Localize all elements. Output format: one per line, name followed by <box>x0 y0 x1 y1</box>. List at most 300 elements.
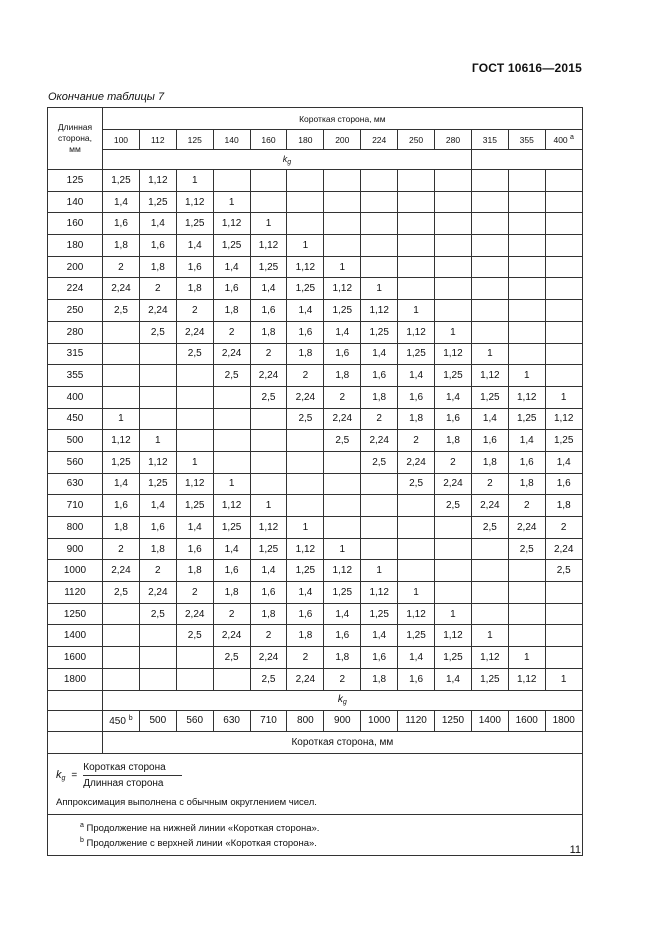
kg-value-cell: 2,5 <box>103 300 140 322</box>
table-row <box>48 408 583 430</box>
kg-value-cell: 2,24 <box>471 495 508 517</box>
kg-value-cell: 1 <box>213 191 250 213</box>
kg-value-cell <box>508 321 545 343</box>
kg-value-cell: 1,6 <box>213 278 250 300</box>
kg-value-cell <box>287 451 324 473</box>
bottom-short-side-value: 560 <box>186 715 204 726</box>
kg-value-cell: 2,5 <box>139 603 176 625</box>
kg-value-cell: 1,8 <box>361 386 398 408</box>
kg-value-cell: 1 <box>545 668 582 690</box>
kg-value-cell: 1,12 <box>287 538 324 560</box>
kg-value-cell <box>435 256 472 278</box>
kg-value-cell <box>324 473 361 495</box>
kg-value-cell: 2,24 <box>324 408 361 430</box>
kg-value-cell <box>324 213 361 235</box>
kg-value-cell: 2,24 <box>361 430 398 452</box>
kg-value-cell <box>398 170 435 192</box>
kg-value-cell: 1,25 <box>324 300 361 322</box>
kg-value-cell: 2,24 <box>287 386 324 408</box>
kg-value-cell: 2,5 <box>287 408 324 430</box>
bottom-short-side-header <box>508 710 545 731</box>
kg-value-cell: 1,4 <box>213 256 250 278</box>
kg-value-cell: 1 <box>176 170 213 192</box>
bottom-short-side-header <box>545 710 582 731</box>
kg-value-cell: 2 <box>213 603 250 625</box>
footnote <box>80 835 582 850</box>
kg-value-cell: 2,5 <box>213 647 250 669</box>
kg-value-cell <box>508 278 545 300</box>
kg-value-cell <box>361 213 398 235</box>
kg-value-cell: 1,6 <box>398 668 435 690</box>
kg-value-cell: 1,8 <box>250 603 287 625</box>
kg-value-cell <box>176 386 213 408</box>
footnotes-cell <box>48 814 583 855</box>
kg-value-cell <box>103 321 140 343</box>
kg-value-cell: 1 <box>287 235 324 257</box>
kg-value-cell: 1 <box>213 473 250 495</box>
table-row <box>48 647 583 669</box>
footer-row-kg <box>48 690 583 710</box>
kg-value-cell: 1,25 <box>176 213 213 235</box>
kg-value-cell <box>103 343 140 365</box>
bottom-short-side-header <box>398 710 435 731</box>
approximation-note: Аппроксимация выполнена с обычным округлением чисел. <box>56 796 317 808</box>
kg-value-cell: 2,5 <box>398 473 435 495</box>
kg-value-cell: 1,25 <box>361 603 398 625</box>
kg-value-cell <box>435 278 472 300</box>
kg-value-cell: 1,4 <box>103 191 140 213</box>
kg-value-cell: 1,6 <box>545 473 582 495</box>
kg-value-cell: 1,12 <box>324 278 361 300</box>
kg-value-cell: 2 <box>324 668 361 690</box>
bottom-short-side-value: 1250 <box>441 715 465 726</box>
kg-value-cell: 1,25 <box>361 321 398 343</box>
kg-value-cell: 2,5 <box>250 386 287 408</box>
kg-value-cell: 1,25 <box>250 538 287 560</box>
bottom-short-side-header <box>250 710 287 731</box>
kg-value-cell <box>103 386 140 408</box>
kg-formula <box>56 762 574 789</box>
footnote <box>80 820 582 835</box>
kg-value-cell: 1,12 <box>103 430 140 452</box>
kg-value-cell: 1,12 <box>324 560 361 582</box>
kg-value-cell <box>471 256 508 278</box>
short-side-header <box>471 130 508 150</box>
kg-value-cell: 1,25 <box>139 191 176 213</box>
kg-value-cell: 1 <box>398 300 435 322</box>
kg-value-cell: 1,25 <box>545 430 582 452</box>
formula-lhs-subscript: g <box>61 774 66 782</box>
table-row <box>48 668 583 690</box>
kg-value-cell <box>324 235 361 257</box>
kg-value-cell: 1,8 <box>250 321 287 343</box>
kg-value-cell: 2,5 <box>361 451 398 473</box>
formula-fraction <box>83 762 181 789</box>
kg-value-cell: 1,8 <box>176 560 213 582</box>
kg-value-cell: 2 <box>176 582 213 604</box>
kg-value-cell <box>139 625 176 647</box>
kg-value-cell <box>176 430 213 452</box>
kg-value-cell: 2 <box>287 647 324 669</box>
table-row <box>48 235 583 257</box>
kg-value-cell <box>545 365 582 387</box>
short-side-header <box>139 130 176 150</box>
kg-value-cell: 1 <box>508 647 545 669</box>
kg-value-cell <box>545 213 582 235</box>
short-side-value: 250 <box>408 134 424 145</box>
kg-value-cell: 1,12 <box>361 300 398 322</box>
footnote-mark-a: а <box>570 134 574 141</box>
header-row-kg <box>48 150 583 170</box>
kg-value-cell: 2,24 <box>213 343 250 365</box>
kg-value-cell: 1 <box>435 321 472 343</box>
formula-numerator: Короткая сторона <box>83 762 181 776</box>
kg-value-cell: 1,8 <box>287 343 324 365</box>
kg-value-cell: 1,8 <box>435 430 472 452</box>
kg-value-cell: 1,4 <box>435 386 472 408</box>
formula-lhs <box>56 769 65 782</box>
kg-value-cell <box>324 495 361 517</box>
footnote-mark: а <box>80 821 84 829</box>
bottom-short-side-value: 1120 <box>405 715 427 726</box>
kg-value-cell <box>545 343 582 365</box>
short-side-header <box>545 130 582 150</box>
footnote-text: Продолжение с верхней линии «Короткая сторона». <box>86 837 317 849</box>
kg-value-cell: 1,12 <box>508 386 545 408</box>
short-side-value: 140 <box>224 134 239 145</box>
kg-value-cell: 2,24 <box>176 321 213 343</box>
kg-value-cell: 1,4 <box>435 668 472 690</box>
bottom-short-side-value: 1400 <box>478 715 501 726</box>
kg-value-cell: 1,4 <box>250 560 287 582</box>
long-side-cell: 355 <box>48 365 103 387</box>
bottom-short-side-value: 630 <box>223 715 240 726</box>
short-side-title: Короткая сторона, мм <box>103 108 583 130</box>
kg-value-cell: 1,4 <box>324 321 361 343</box>
kg-value-cell: 1,4 <box>287 582 324 604</box>
kg-value-cell: 1,4 <box>176 517 213 539</box>
kg-value-cell <box>213 408 250 430</box>
kg-value-cell: 2,5 <box>213 365 250 387</box>
footnote-mark: b <box>80 836 84 844</box>
kg-value-cell <box>545 191 582 213</box>
kg-value-cell: 2,5 <box>471 517 508 539</box>
kg-value-cell: 1,4 <box>398 365 435 387</box>
kg-value-cell <box>435 560 472 582</box>
kg-value-cell <box>545 582 582 604</box>
kg-value-cell <box>508 256 545 278</box>
bottom-short-side-header <box>287 710 324 731</box>
bottom-short-side-header <box>176 710 213 731</box>
kg-value-cell <box>435 300 472 322</box>
formula-note-cell <box>48 753 583 814</box>
kg-value-cell: 1 <box>324 256 361 278</box>
kg-value-cell: 1,25 <box>103 451 140 473</box>
table-row <box>48 170 583 192</box>
kg-value-cell: 2,5 <box>176 625 213 647</box>
kg-value-cell: 1,25 <box>398 625 435 647</box>
kg-value-cell: 1,12 <box>287 256 324 278</box>
kg-value-cell <box>545 603 582 625</box>
kg-value-cell: 2,24 <box>139 582 176 604</box>
kg-value-cell <box>139 647 176 669</box>
short-side-value: 280 <box>445 134 461 145</box>
kg-value-cell <box>508 603 545 625</box>
kg-value-cell: 2 <box>545 517 582 539</box>
kg-value-cell: 1,8 <box>213 300 250 322</box>
kg-value-cell: 2 <box>435 451 472 473</box>
long-side-cell: 1600 <box>48 647 103 669</box>
kg-value-cell: 1,6 <box>139 235 176 257</box>
kg-value-cell: 2,5 <box>508 538 545 560</box>
corner-line-3: мм <box>69 144 81 154</box>
kg-value-cell: 1,4 <box>287 300 324 322</box>
kg-value-cell: 1,25 <box>435 647 472 669</box>
kg-value-cell <box>435 213 472 235</box>
table-row <box>48 603 583 625</box>
kg-value-cell <box>471 300 508 322</box>
kg-value-cell: 2,5 <box>435 495 472 517</box>
kg-value-cell: 1,4 <box>324 603 361 625</box>
table-row <box>48 300 583 322</box>
kg-value-cell: 1 <box>287 517 324 539</box>
kg-value-cell: 1,12 <box>250 517 287 539</box>
short-side-value: 112 <box>151 134 165 145</box>
kg-value-cell <box>471 560 508 582</box>
kg-value-cell: 1,4 <box>250 278 287 300</box>
bottom-short-side-header <box>324 710 361 731</box>
kg-value-cell <box>361 473 398 495</box>
footnotes-row <box>48 814 583 855</box>
kg-header <box>103 150 472 170</box>
short-side-value: 180 <box>298 134 313 145</box>
kg-value-cell <box>250 191 287 213</box>
bottom-short-side-header <box>471 710 508 731</box>
kg-subscript: g <box>287 158 292 166</box>
kg-value-cell: 1,8 <box>508 473 545 495</box>
formula-denominator: Длинная сторона <box>83 777 164 789</box>
kg-value-cell <box>361 495 398 517</box>
kg-value-cell: 2,24 <box>250 647 287 669</box>
kg-value-cell: 1,25 <box>435 365 472 387</box>
kg-value-cell: 1,6 <box>324 343 361 365</box>
kg-value-cell: 1,25 <box>398 343 435 365</box>
long-side-cell: 900 <box>48 538 103 560</box>
kg-value-cell: 2,24 <box>103 278 140 300</box>
kg-value-cell: 1,8 <box>176 278 213 300</box>
kg-value-cell: 1,12 <box>176 191 213 213</box>
kg-value-cell <box>545 278 582 300</box>
kg-value-cell <box>287 191 324 213</box>
kg-value-cell <box>545 170 582 192</box>
kg-value-cell <box>471 582 508 604</box>
kg-value-cell <box>103 625 140 647</box>
kg-value-cell: 1 <box>398 582 435 604</box>
kg-value-cell: 1 <box>250 213 287 235</box>
kg-value-cell <box>508 300 545 322</box>
long-side-cell: 1000 <box>48 560 103 582</box>
kg-value-cell <box>139 343 176 365</box>
kg-value-cell <box>324 191 361 213</box>
kg-value-cell <box>250 451 287 473</box>
kg-value-cell: 1,6 <box>287 603 324 625</box>
bottom-title: Короткая сторона, мм <box>103 731 583 753</box>
table-row <box>48 582 583 604</box>
header-row-title <box>48 108 583 130</box>
ratio-table <box>47 107 583 856</box>
table-row <box>48 365 583 387</box>
kg-value-cell: 2 <box>250 625 287 647</box>
kg-value-cell: 1,6 <box>361 365 398 387</box>
bottom-short-side-header <box>435 710 472 731</box>
footer-blank-cell <box>48 710 103 731</box>
kg-value-cell: 1 <box>324 538 361 560</box>
long-side-cell: 280 <box>48 321 103 343</box>
kg-value-cell: 1 <box>139 430 176 452</box>
kg-value-cell: 1,4 <box>471 408 508 430</box>
bottom-short-side-value: 1800 <box>552 715 575 726</box>
kg-value-cell <box>471 321 508 343</box>
kg-value-cell <box>139 668 176 690</box>
bottom-short-side-value: 900 <box>333 715 351 726</box>
kg-value-cell: 1,8 <box>139 256 176 278</box>
long-side-cell: 125 <box>48 170 103 192</box>
kg-value-cell <box>471 213 508 235</box>
table-row <box>48 213 583 235</box>
kg-value-cell: 1,8 <box>139 538 176 560</box>
kg-value-cell: 2,5 <box>139 321 176 343</box>
kg-value-cell: 1,6 <box>176 538 213 560</box>
kg-header-blank <box>471 150 582 170</box>
kg-value-cell: 1,25 <box>139 473 176 495</box>
kg-value-cell <box>103 668 140 690</box>
short-side-value: 125 <box>187 134 202 145</box>
long-side-cell: 315 <box>48 343 103 365</box>
kg-value-cell: 1,25 <box>176 495 213 517</box>
kg-value-cell <box>176 408 213 430</box>
corner-header <box>48 108 103 170</box>
kg-value-cell: 1,6 <box>287 321 324 343</box>
kg-value-cell <box>103 365 140 387</box>
bottom-short-side-value: 710 <box>260 715 277 726</box>
kg-value-cell <box>213 430 250 452</box>
table-row <box>48 191 583 213</box>
kg-value-cell: 1,6 <box>324 625 361 647</box>
kg-value-cell: 1,4 <box>361 343 398 365</box>
kg-value-cell <box>545 300 582 322</box>
note-row <box>48 753 583 814</box>
kg-value-cell <box>287 430 324 452</box>
table-row <box>48 386 583 408</box>
short-side-value: 100 <box>113 134 129 145</box>
kg-value-cell: 1,8 <box>324 647 361 669</box>
kg-value-cell: 1 <box>361 560 398 582</box>
kg-value-cell <box>361 235 398 257</box>
short-side-header <box>398 130 435 150</box>
kg-value-cell <box>508 560 545 582</box>
table-row <box>48 625 583 647</box>
short-side-value: 400 <box>553 135 568 145</box>
long-side-cell: 500 <box>48 430 103 452</box>
kg-value-cell: 1,25 <box>250 256 287 278</box>
kg-value-cell: 1 <box>250 495 287 517</box>
table-row <box>48 343 583 365</box>
kg-value-cell <box>508 343 545 365</box>
kg-value-cell <box>508 625 545 647</box>
short-side-value: 160 <box>261 134 276 145</box>
kg-value-cell: 1,25 <box>287 278 324 300</box>
short-side-header <box>250 130 287 150</box>
kg-value-cell: 1,4 <box>213 538 250 560</box>
kg-value-cell: 1,6 <box>176 256 213 278</box>
kg-value-cell <box>398 560 435 582</box>
kg-value-cell: 1,8 <box>103 517 140 539</box>
kg-value-cell: 2 <box>250 343 287 365</box>
kg-value-cell: 2,24 <box>398 451 435 473</box>
long-side-cell: 1250 <box>48 603 103 625</box>
table-row <box>48 451 583 473</box>
kg-value-cell: 1,25 <box>471 668 508 690</box>
kg-value-cell <box>398 517 435 539</box>
kg-value-cell <box>139 365 176 387</box>
kg-value-cell: 1 <box>508 365 545 387</box>
kg-value-cell: 1,25 <box>287 560 324 582</box>
kg-value-cell <box>324 517 361 539</box>
kg-value-cell <box>545 625 582 647</box>
kg-value-cell <box>213 451 250 473</box>
kg-value-cell <box>250 170 287 192</box>
footer-row-short-sides <box>48 710 583 731</box>
kg-value-cell: 2,24 <box>435 473 472 495</box>
kg-value-cell <box>435 582 472 604</box>
kg-value-cell: 2,24 <box>250 365 287 387</box>
kg-value-cell <box>545 647 582 669</box>
kg-value-cell: 1 <box>176 451 213 473</box>
kg-value-cell <box>435 170 472 192</box>
kg-value-cell <box>176 365 213 387</box>
kg-value-cell: 2,24 <box>545 538 582 560</box>
kg-value-cell <box>361 517 398 539</box>
kg-value-cell: 1 <box>471 625 508 647</box>
long-side-cell: 160 <box>48 213 103 235</box>
kg-value-cell: 1,6 <box>508 451 545 473</box>
bottom-short-side-header <box>139 710 176 731</box>
kg-value-cell <box>361 256 398 278</box>
page-header <box>0 0 661 80</box>
kg-value-cell <box>213 668 250 690</box>
kg-value-cell: 1,6 <box>139 517 176 539</box>
long-side-cell: 450 <box>48 408 103 430</box>
kg-value-cell <box>508 235 545 257</box>
corner-line-2: сторона, <box>57 133 92 143</box>
kg-value-cell: 1,12 <box>361 582 398 604</box>
kg-value-cell: 1,12 <box>213 213 250 235</box>
kg-value-cell: 1,8 <box>398 408 435 430</box>
kg-value-cell: 1,8 <box>324 365 361 387</box>
footnote-text: Продолжение на нижней линии «Короткая сторона». <box>86 822 320 834</box>
kg-value-cell <box>471 603 508 625</box>
kg-value-cell: 1,8 <box>361 668 398 690</box>
kg-value-cell <box>398 495 435 517</box>
kg-value-cell <box>508 582 545 604</box>
formula-lhs-symbol: k <box>56 768 62 781</box>
kg-value-cell <box>435 538 472 560</box>
footer-row-title <box>48 731 583 753</box>
kg-value-cell: 1,12 <box>435 343 472 365</box>
table-row <box>48 256 583 278</box>
kg-value-cell: 1,12 <box>139 451 176 473</box>
kg-value-cell: 2 <box>103 256 140 278</box>
